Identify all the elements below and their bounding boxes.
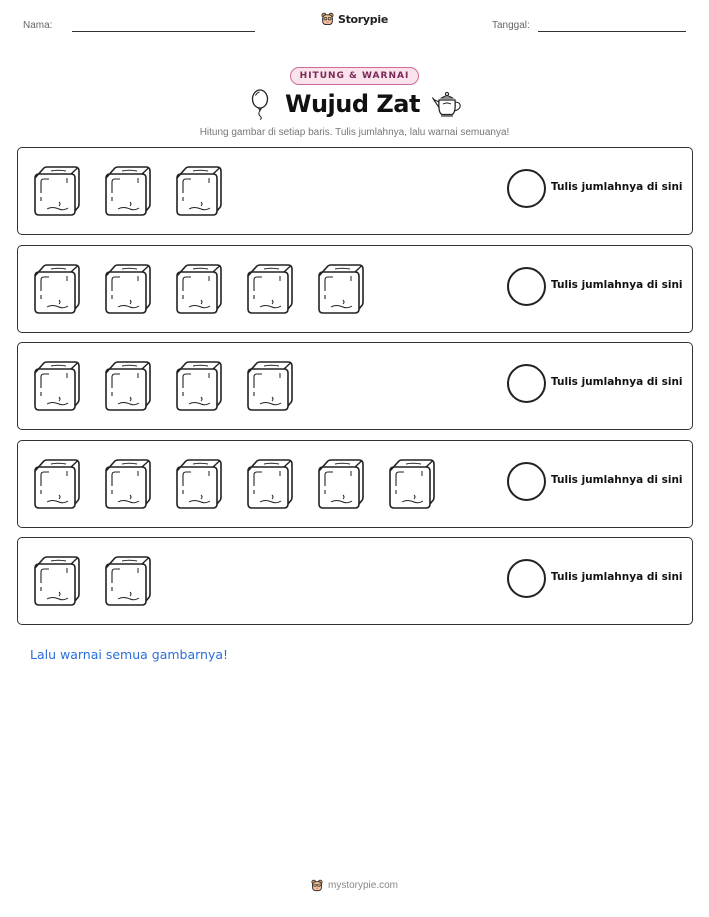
cube-group — [30, 554, 153, 608]
answer-label: Tulis jumlahnya di sini — [551, 181, 683, 193]
ice-cube-icon — [314, 457, 366, 511]
count-row-5 — [17, 537, 693, 625]
ice-cube-icon — [243, 262, 295, 316]
cube-group — [30, 164, 224, 218]
ice-cube-icon — [172, 164, 224, 218]
footer-note: Lalu warnai semua gambarnya! — [30, 647, 229, 662]
teapot-icon — [430, 88, 464, 120]
ice-cube-icon — [30, 457, 82, 511]
ice-cube-icon — [101, 554, 153, 608]
cube-group — [30, 359, 295, 413]
answer-circle[interactable] — [507, 462, 546, 501]
ice-cube-icon — [172, 457, 224, 511]
answer-circle[interactable] — [507, 364, 546, 403]
cube-group — [30, 457, 437, 511]
ice-cube-icon — [101, 262, 153, 316]
count-row-2 — [17, 245, 693, 333]
ice-cube-icon — [385, 457, 437, 511]
date-line — [538, 31, 686, 32]
storypie-logo-icon — [321, 12, 334, 26]
answer-circle[interactable] — [507, 559, 546, 598]
ice-cube-icon — [243, 359, 295, 413]
brand-name: Storypie — [337, 12, 389, 26]
title-row — [0, 88, 709, 120]
count-row-4 — [17, 440, 693, 528]
cube-group — [30, 262, 366, 316]
instructions: Hitung gambar di setiap baris. Tulis jumlahnya, lalu warnai semuanya! — [199, 127, 510, 138]
ice-cube-icon — [30, 359, 82, 413]
answer-label: Tulis jumlahnya di sini — [551, 376, 683, 388]
storypie-logo-icon — [311, 879, 323, 892]
ice-cube-icon — [30, 164, 82, 218]
answer-circle[interactable] — [507, 267, 546, 306]
activity-badge: HITUNG & WARNAI — [290, 67, 420, 85]
ice-cube-icon — [243, 457, 295, 511]
ice-cube-icon — [314, 262, 366, 316]
answer-label: Tulis jumlahnya di sini — [551, 571, 683, 583]
name-line — [72, 31, 255, 32]
ice-cube-icon — [30, 554, 82, 608]
count-row-3 — [17, 342, 693, 430]
name-label: Nama: — [23, 20, 53, 31]
brand — [0, 12, 709, 26]
ice-cube-icon — [172, 262, 224, 316]
footer-url: mystorypie.com — [327, 880, 398, 891]
ice-cube-icon — [172, 359, 224, 413]
page-title: Wujud Zat — [285, 90, 420, 118]
ice-cube-icon — [101, 164, 153, 218]
count-row-1 — [17, 147, 693, 235]
balloon-icon — [245, 88, 275, 120]
answer-circle[interactable] — [507, 169, 546, 208]
ice-cube-icon — [30, 262, 82, 316]
date-label: Tanggal: — [492, 20, 530, 31]
footer — [0, 879, 709, 892]
ice-cube-icon — [101, 457, 153, 511]
ice-cube-icon — [101, 359, 153, 413]
answer-label: Tulis jumlahnya di sini — [551, 279, 683, 291]
answer-label: Tulis jumlahnya di sini — [551, 474, 683, 486]
